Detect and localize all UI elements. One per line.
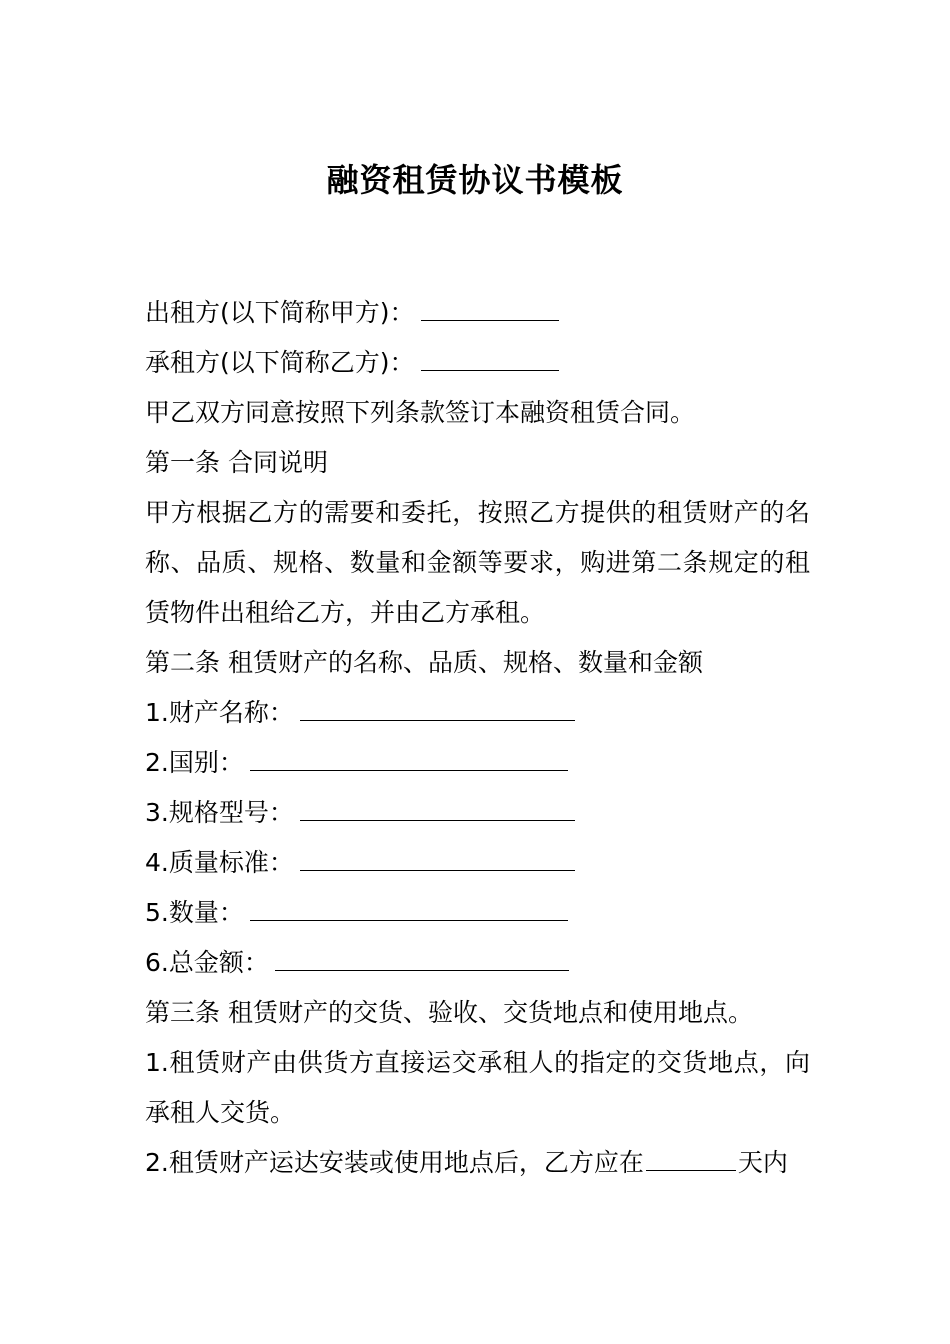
model-label: 3.规格型号： — [145, 798, 294, 827]
lessee-label: 承租方(以下简称乙方)： — [145, 348, 415, 377]
document-body — [145, 288, 810, 1188]
article3-item2-after: 天内 — [737, 1148, 788, 1177]
article3-item1: 1.租赁财产由供货方直接运交承租人的指定的交货地点，向承租人交货。 — [145, 1048, 810, 1127]
quantity-blank — [250, 898, 568, 921]
quality-label: 4.质量标准： — [145, 848, 294, 877]
article2-heading: 第二条 租赁财产的名称、品质、规格、数量和金额 — [145, 648, 703, 677]
quality-line — [145, 838, 810, 888]
country-blank — [250, 748, 568, 771]
document-title: 融资租赁协议书模板 — [326, 161, 624, 199]
model-blank — [300, 798, 575, 821]
article1-text: 甲方根据乙方的需要和委托，按照乙方提供的租赁财产的名称、品质、规格、数量和金额等要求，购进第二条规定的租赁物件出租给乙方，并由乙方承租。 — [145, 498, 810, 627]
lessee-blank — [421, 348, 559, 371]
model-line — [145, 788, 810, 838]
property-name-label: 1.财产名称： — [145, 698, 294, 727]
quantity-line — [145, 888, 810, 938]
country-line — [145, 738, 810, 788]
amount-blank — [275, 948, 569, 971]
quantity-label: 5.数量： — [145, 898, 244, 927]
days-blank — [646, 1148, 736, 1171]
intro-text: 甲乙双方同意按照下列条款签订本融资租赁合同。 — [145, 398, 696, 427]
quality-blank — [300, 848, 575, 871]
amount-label: 6.总金额： — [145, 948, 269, 977]
lessor-label: 出租方(以下简称甲方)： — [145, 298, 415, 327]
property-name-line — [145, 688, 810, 738]
amount-line — [145, 938, 810, 988]
article3-item2 — [145, 1138, 810, 1188]
country-label: 2.国别： — [145, 748, 244, 777]
article1-heading: 第一条 合同说明 — [145, 448, 328, 477]
property-name-blank — [300, 698, 575, 721]
lessor-blank — [421, 298, 559, 321]
lessor-line — [145, 288, 810, 338]
article3-heading: 第三条 租赁财产的交货、验收、交货地点和使用地点。 — [145, 998, 753, 1027]
article3-item2-before: 2.租赁财产运达安装或使用地点后，乙方应在 — [145, 1148, 644, 1177]
lessee-line — [145, 338, 810, 388]
